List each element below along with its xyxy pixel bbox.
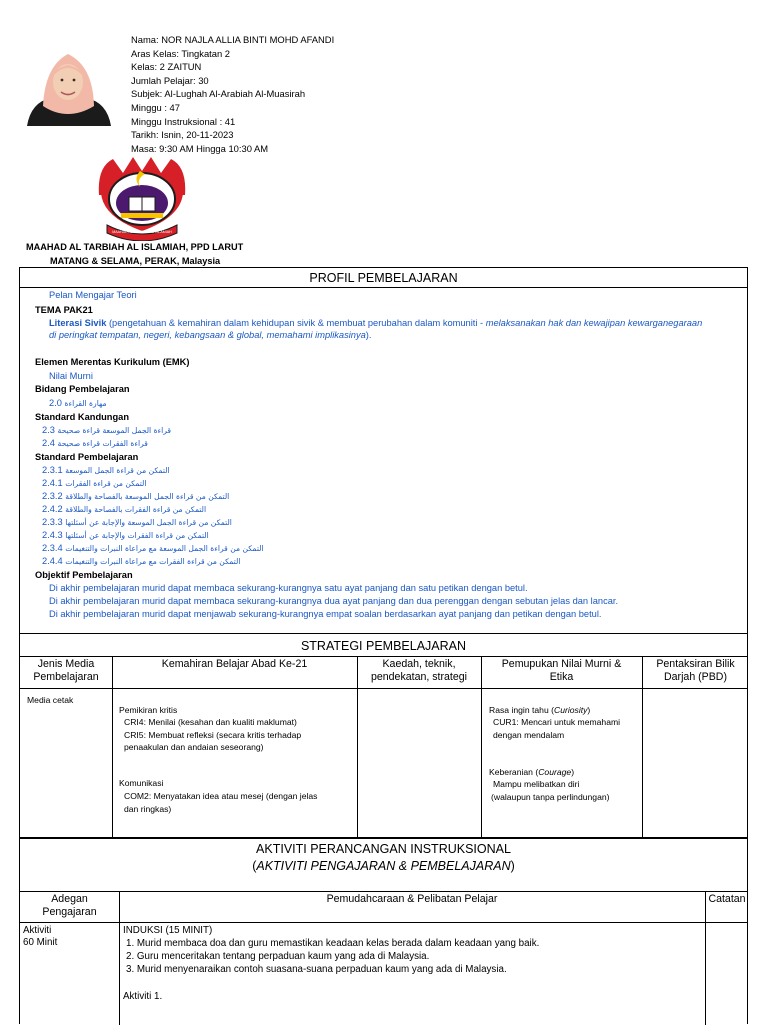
- induksi-step: 3. Murid menyenaraikan contoh suasana-suana perpaduan kaum yang ada di Malaysia.: [126, 964, 507, 975]
- divider: [20, 287, 747, 288]
- emk-label: Elemen Merentas Kurikulum (EMK): [35, 357, 190, 367]
- divider: [20, 922, 747, 923]
- column-divider: [112, 656, 113, 837]
- sk-item: 2.3 قراءة الجمل الموسعة قراءة صحيحة: [42, 425, 172, 435]
- aktiviti-title: AKTIVITI PERANCANGAN INSTRUKSIONAL: [256, 842, 511, 856]
- kemahiran-cri4: CRI4: Menilai (kesahan dan kualiti maklumat): [124, 717, 297, 727]
- header-pbd: Pentaksiran Bilik Darjah (PBD): [656, 658, 735, 683]
- teacher-photo: [21, 44, 116, 126]
- header-media: Jenis Media Pembelajaran: [33, 658, 99, 683]
- aktiviti-subtitle: (AKTIVITI PENGAJARAN & PEMBELAJARAN): [252, 859, 515, 873]
- sp-item: 2.3.1 التمكن من قراءة الجمل الموسعة: [42, 465, 170, 475]
- objektif-item: Di akhir pembelajaran murid dapat membaca sekurang-kurangnya satu ayat panjang dan satu petikan dengan betul.: [49, 583, 528, 593]
- teacher-portrait-icon: [21, 44, 116, 126]
- literasi-line-2: di peringkat tempatan, negeri, kebangsaan & global, memahami implikasinya).: [49, 330, 372, 340]
- tema-label: TEMA PAK21: [35, 305, 93, 315]
- nilai-berani: Keberanian (Courage): [489, 767, 575, 777]
- induksi-label: INDUKSI (15 MINIT): [123, 925, 213, 936]
- kemahiran-com2: COM2: Menyatakan idea atau mesej (dengan jelas: [124, 791, 318, 801]
- sk-item: 2.4 قراءة الفقرات قراءة صحيحة: [42, 438, 148, 448]
- adegan-minit: 60 Minit: [23, 937, 58, 948]
- sp-item: 2.3.4 التمكن من قراءة الجمل الموسعة مع مراعاة النبرات والتنغيمات: [42, 543, 264, 553]
- school-location: MATANG & SELAMA, PERAK, Malaysia: [50, 256, 221, 266]
- school-name: MAAHAD AL TARBIAH AL ISLAMIAH, PPD LARUT: [26, 242, 244, 252]
- adegan-aktiviti: Aktiviti: [23, 925, 52, 936]
- info-line: Minggu Instruksional : 41: [131, 115, 236, 127]
- profil-title: PROFIL PEMBELAJARAN: [309, 271, 458, 285]
- header-pemudahcaraan: Pemudahcaraan & Pelibatan Pelajar: [326, 893, 498, 905]
- info-line: Aras Kelas: Tingkatan 2: [131, 47, 231, 59]
- divider: [20, 656, 747, 657]
- aktiviti-1-label: Aktiviti 1.: [123, 991, 163, 1002]
- header-catatan: Catatan: [708, 893, 746, 905]
- aktiviti-section: [19, 838, 748, 1024]
- teacher-info: [131, 33, 334, 155]
- info-line: Jumlah Pelajar: 30: [131, 74, 209, 86]
- nilai-mampu: Mampu melibatkan diri: [493, 779, 580, 789]
- header-nilai: Pemupukan Nilai Murni & Etika: [501, 658, 622, 683]
- induksi-step: 1. Murid membaca doa dan guru memastikan keadaan kelas berada dalam keadaan yang baik.: [126, 938, 540, 949]
- info-line: Tarikh: Isnin, 20-11-2023: [131, 129, 234, 141]
- sp-item: 2.3.2 التمكن من قراءة الجمل الموسعة بالفصاحة والطلاقة: [42, 491, 230, 501]
- sk-label: Standard Kandungan: [35, 412, 130, 422]
- info-line: Kelas: 2 ZAITUN: [131, 61, 202, 73]
- bidang-label: Bidang Pembelajaran: [35, 384, 130, 394]
- objektif-label: Objektif Pembelajaran: [35, 570, 133, 580]
- sp-item: 2.4.4 التمكن من قراءة الفقرات مع مراعاة النبرات والتنغيمات: [42, 556, 241, 566]
- strategi-section: [19, 634, 748, 838]
- kemahiran-com2-cont: dan ringkas): [124, 804, 172, 814]
- kemahiran-cri5-cont: penaakulan dan andaian seseorang): [124, 742, 264, 752]
- column-divider: [119, 891, 120, 1025]
- header-kemahiran: Kemahiran Belajar Abad Ke-21: [161, 658, 308, 670]
- kemahiran-komunikasi: Komunikasi: [119, 778, 164, 788]
- school-crest-icon: [93, 155, 191, 241]
- kemahiran-pemikiran: Pemikiran kritis: [119, 705, 178, 715]
- emk-value: Nilai Murni: [49, 371, 93, 381]
- header-kaedah: Kaedah, teknik, pendekatan, strategi: [370, 658, 467, 683]
- nilai-mampu-cont: (walaupun tanpa perlindungan): [491, 792, 610, 802]
- header-adegan: Adegan Pengajaran: [42, 893, 97, 918]
- literasi-line-1: Literasi Sivik (pengetahuan & kemahiran dalam kehidupan sivik & membuat perubahan dalam komuniti - melaksanakan hak dan kewajipan kewarganegaraan: [49, 318, 703, 328]
- info-line: Subjek: Al-Lughah Al-Arabiah Al-Muasirah: [131, 88, 306, 100]
- induksi-step: 2. Guru menceritakan tentang perpaduan kaum yang ada di Malaysia.: [126, 951, 430, 962]
- bidang-item: 2.0 مهارة القراءة: [49, 398, 107, 408]
- sp-item: 2.4.3 التمكن من قراءة الفقرات والإجابة عن أسئلتها: [42, 530, 209, 540]
- info-line: Minggu : 47: [131, 101, 180, 113]
- sp-label: Standard Pembelajaran: [35, 452, 139, 462]
- info-line: Masa: 9:30 AM Hingga 10:30 AM: [131, 142, 269, 154]
- info-line: Nama: NOR NAJLA ALLIA BINTI MOHD AFANDI: [131, 34, 335, 45]
- sp-item: 2.4.1 التمكن من قراءة الفقرات: [42, 478, 147, 488]
- strategi-title: STRATEGI PEMBELAJARAN: [300, 639, 467, 653]
- crest-motto: MAAHAD AL TARBIAH AL ISLAMIAH: [112, 230, 172, 234]
- pelan-link[interactable]: Pelan Mengajar Teori: [49, 290, 137, 300]
- kemahiran-cri5: CRI5: Membuat refleksi (secara kritis terhadap: [124, 730, 302, 740]
- profil-section: [19, 267, 748, 634]
- nilai-cur1: CUR1: Mencari untuk memahami: [493, 717, 621, 727]
- divider: [20, 891, 747, 892]
- nilai-cur1-cont: dengan mendalam: [493, 730, 565, 740]
- objektif-item: Di akhir pembelajaran murid dapat membaca sekurang-kurangnya dua ayat panjang dan dua perenggan dengan sebutan jelas dan lancar.: [49, 596, 619, 606]
- sp-item: 2.4.2 التمكن من قراءة الفقرات بالفصاحة والطلاقة: [42, 504, 207, 514]
- objektif-item: Di akhir pembelajaran murid dapat menjawab sekurang-kurangnya empat soalan berdasarkan ayat panjang dan petikan dengan betul.: [49, 609, 602, 619]
- divider: [20, 688, 747, 689]
- media-value: Media cetak: [27, 695, 74, 705]
- nilai-rasa: Rasa ingin tahu (Curiosity): [489, 705, 591, 715]
- column-divider: [705, 891, 706, 1025]
- sp-item: 2.3.3 التمكن من قراءة الجمل الموسعة والإجابة عن أسئلتها: [42, 517, 232, 527]
